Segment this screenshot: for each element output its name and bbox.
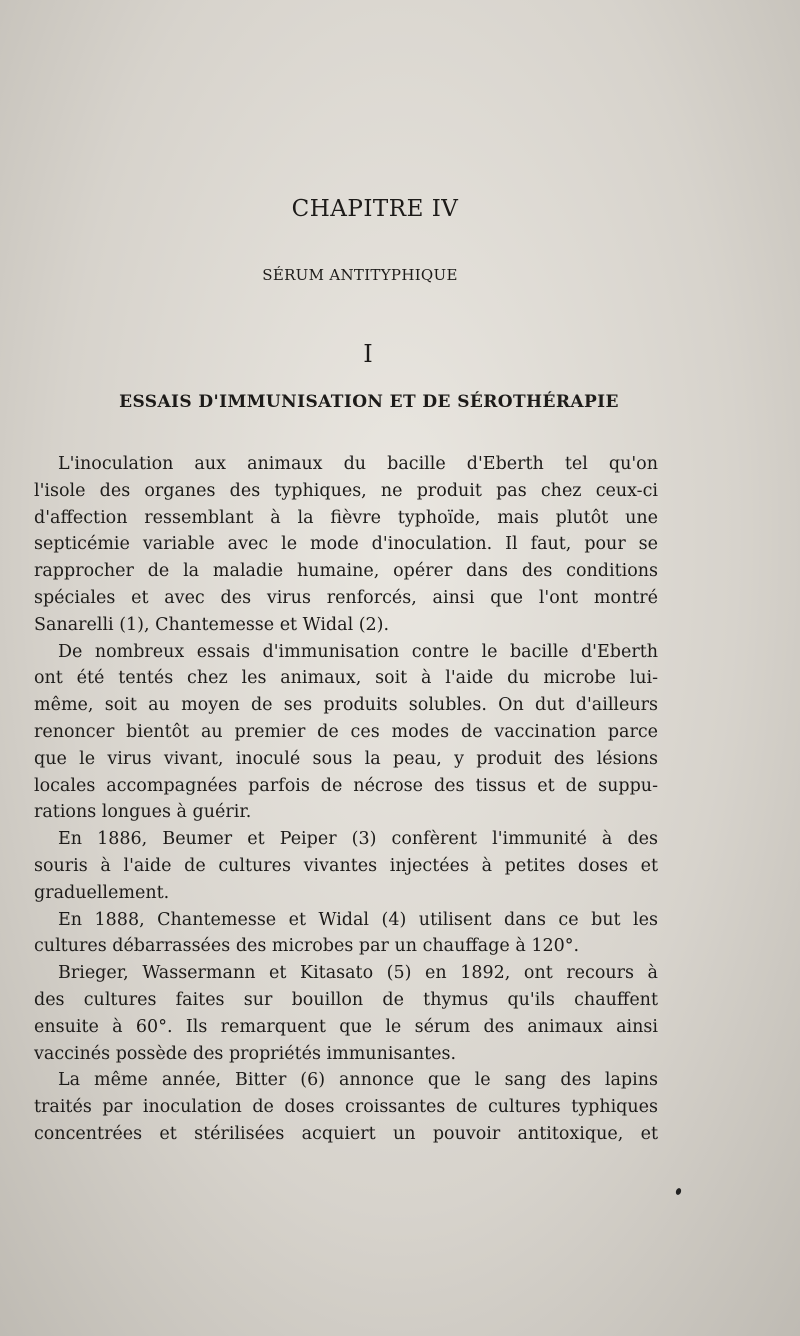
- text-line: En 1886, Beumer et Peiper (3) confèrent l'immunité à des: [58, 829, 658, 850]
- text-line: septicémie variable avec le mode d'inoculation. Il faut, pour se: [34, 534, 658, 555]
- text-line: ensuite à 60°. Ils remarquent que le sérum des animaux ainsi: [34, 1016, 658, 1037]
- text-line: souris à l'aide de cultures vivantes injectées à petites doses et: [34, 855, 658, 876]
- text-line: même, soit au moyen de ses produits solubles. On dut d'ailleurs: [34, 695, 658, 716]
- text-line: Brieger, Wassermann et Kitasato (5) en 1892, ont recours à: [58, 963, 658, 984]
- text-line: traités par inoculation de doses croissantes de cultures typhiques: [34, 1097, 658, 1118]
- text-line: d'affection ressemblant à la fièvre typhoïde, mais plutôt une: [34, 507, 658, 528]
- body-text: [34, 451, 658, 1148]
- text-line: cultures débarrassées des microbes par un chauffage à 120°.: [34, 936, 580, 957]
- section-heading: ESSAIS D'IMMUNISATION ET DE SÉROTHÉRAPIE: [119, 392, 619, 412]
- text-line: graduellement.: [34, 882, 170, 903]
- section-number: I: [363, 340, 373, 368]
- chapter-title: CHAPITRE IV: [291, 196, 459, 222]
- text-line: vaccinés possède des propriétés immunisantes.: [34, 1043, 457, 1064]
- text-line: rations longues à guérir.: [34, 802, 252, 823]
- text-line: En 1888, Chantemesse et Widal (4) utilisent dans ce but les: [58, 909, 658, 930]
- text-line: L'inoculation aux animaux du bacille d'Eberth tel qu'on: [58, 454, 658, 474]
- text-line: ont été tentés chez les animaux, soit à l'aide du microbe lui-: [34, 668, 658, 689]
- ink-speck: [675, 1187, 682, 1195]
- text-line: spéciales et avec des virus renforcés, ainsi que l'ont montré: [34, 587, 658, 608]
- text-line: concentrées et stérilisées acquiert un pouvoir antitoxique, et: [34, 1123, 658, 1144]
- text-line: que le virus vivant, inoculé sous la peau, y produit des lésions: [34, 748, 658, 769]
- text-line: des cultures faites sur bouillon de thymus qu'ils chauffent: [34, 989, 658, 1010]
- text-line: Sanarelli (1), Chantemesse et Widal (2).: [34, 614, 390, 635]
- text-line: De nombreux essais d'immunisation contre le bacille d'Eberth: [58, 641, 658, 662]
- text-line: locales accompagnées parfois de nécrose des tissus et de suppu-: [34, 775, 658, 796]
- text-line: renoncer bientôt au premier de ces modes de vaccination parce: [34, 721, 658, 742]
- text-line: rapprocher de la maladie humaine, opérer dans des conditions: [34, 561, 658, 582]
- text-line: l'isole des organes des typhiques, ne produit pas chez ceux-ci: [34, 480, 658, 501]
- text-line: La même année, Bitter (6) annonce que le sang des lapins: [58, 1070, 658, 1091]
- chapter-subtitle: SÉRUM ANTITYPHIQUE: [262, 266, 458, 284]
